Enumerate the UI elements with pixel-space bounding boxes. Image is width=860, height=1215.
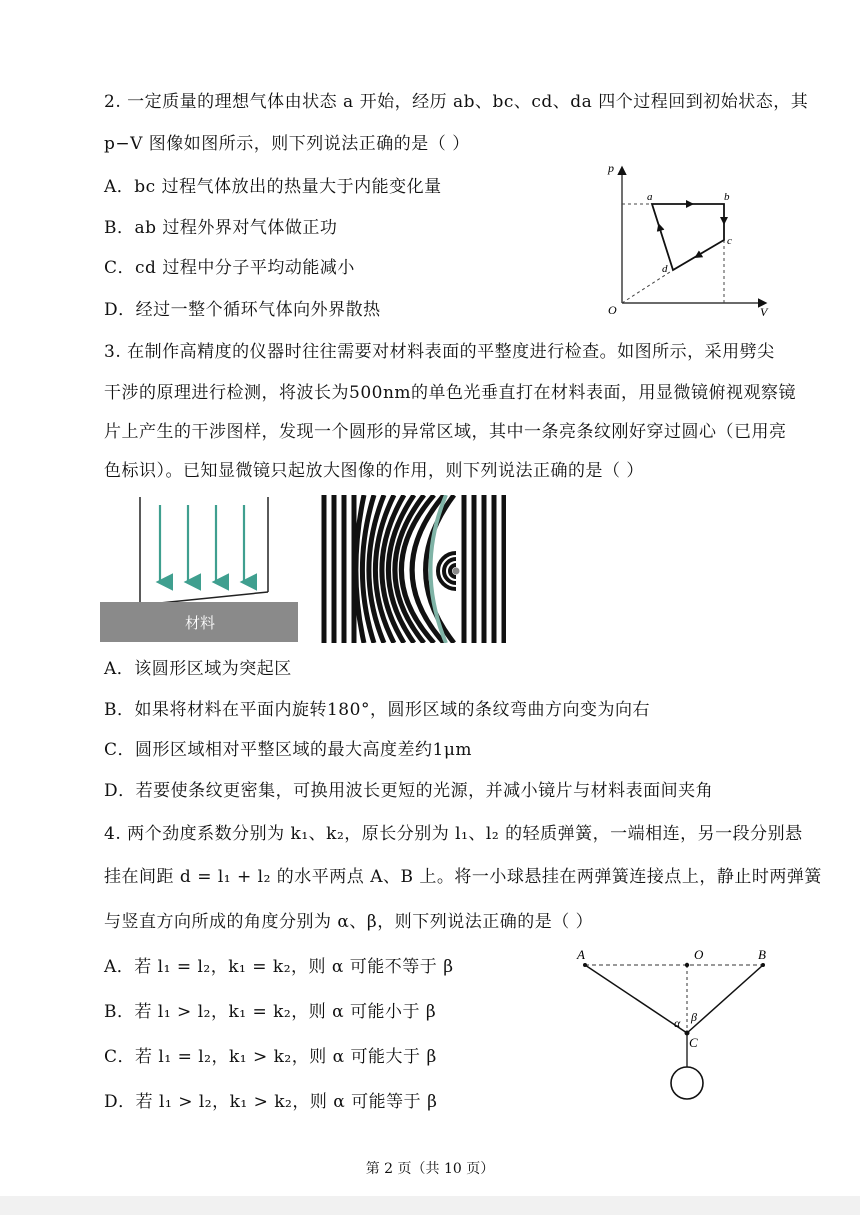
pv-label-c: c [727,235,732,247]
pv-diagram [600,160,780,320]
pv-label-b: b [724,191,730,203]
material-label: 材料 [185,614,216,632]
q2-option-a: A．bc 过程气体放出的热量大于内能变化量 [104,177,442,197]
pv-label-v: V [760,305,768,319]
q4-stem-line2: 挂在间距 d = l₁ + l₂ 的水平两点 A、B 上。将一小球悬挂在两弹簧连接点上，静止时两弹簧 [104,867,822,887]
q3-stem-line1: 3. 在制作高精度的仪器时往往需要对材料表面的平整度进行检查。如图所示，采用劈尖 [104,342,775,362]
label-o: O [694,947,704,962]
q2-option-d: D．经过一整个循环气体向外界散热 [104,300,381,320]
spring-bc [687,965,763,1033]
q3-stem-line2: 干涉的原理进行检测，将波长为500nm的单色光垂直打在材料表面，用显微镜俯视观察镜 [104,383,797,403]
q2-option-c: C．cd 过程中分子平均动能减小 [104,258,355,278]
hanging-ball [671,1067,703,1099]
label-beta: β [691,1010,697,1024]
q3-option-d: D．若要使条纹更密集，可换用波长更短的光源，并减小镜片与材料表面间夹角 [104,781,714,801]
q3-option-c: C．圆形区域相对平整区域的最大高度差约1μm [104,740,472,760]
bottom-strip [0,1196,860,1215]
q4-option-d: D．若 l₁ > l₂，k₁ > k₂，则 α 可能等于 β [104,1092,438,1112]
wedge-setup-figure [100,497,300,642]
pv-label-d: d [662,263,668,275]
spring-ac [585,965,687,1033]
spring-diagram [575,945,775,1105]
q4-option-b: B．若 l₁ > l₂，k₁ = k₂，则 α 可能小于 β [104,1002,437,1022]
label-alpha: α [674,1016,681,1030]
q4-option-a: A．若 l₁ = l₂，k₁ = k₂，则 α 可能不等于 β [104,957,454,977]
q2-stem-line1: 2. 一定质量的理想气体由状态 a 开始，经历 ab、bc、cd、da 四个过程回到初始状态，其 [104,92,809,112]
q4-option-c: C．若 l₁ = l₂，k₁ > k₂，则 α 可能大于 β [104,1047,437,1067]
q4-stem-line3: 与竖直方向所成的角度分别为 α、β，则下列说法正确的是（ ） [104,912,594,932]
q3-option-a: A．该圆形区域为突起区 [104,659,292,679]
anomaly-center-dot [453,568,460,575]
pv-label-o: O [608,303,617,317]
pv-label-p: p [608,161,614,175]
label-a: A [577,947,585,962]
pv-label-a: a [647,191,653,203]
q2-option-b: B．ab 过程外界对气体做正功 [104,218,338,238]
q3-stem-line3: 片上产生的干涉图样，发现一个圆形的异常区域，其中一条亮条纹刚好穿过圆心（已用亮 [104,422,787,442]
page-footer: 第 2 页（共 10 页） [365,1161,495,1177]
q2-stem-line2: p−V 图像如图所示，则下列说法正确的是（ ） [104,134,470,154]
q3-option-b: B．如果将材料在平面内旋转180°，圆形区域的条纹弯曲方向变为向右 [104,700,650,720]
interference-pattern [320,495,506,643]
pv-cycle [652,204,724,270]
label-b: B [758,947,766,962]
label-c: C [689,1035,698,1050]
q4-stem-line1: 4. 两个劲度系数分别为 k₁、k₂，原长分别为 l₁、l₂ 的轻质弹簧，一端相连，另一段分别悬 [104,824,803,844]
q3-stem-line4: 色标识）。已知显微镜只起放大图像的作用，则下列说法正确的是（ ） [104,461,644,481]
